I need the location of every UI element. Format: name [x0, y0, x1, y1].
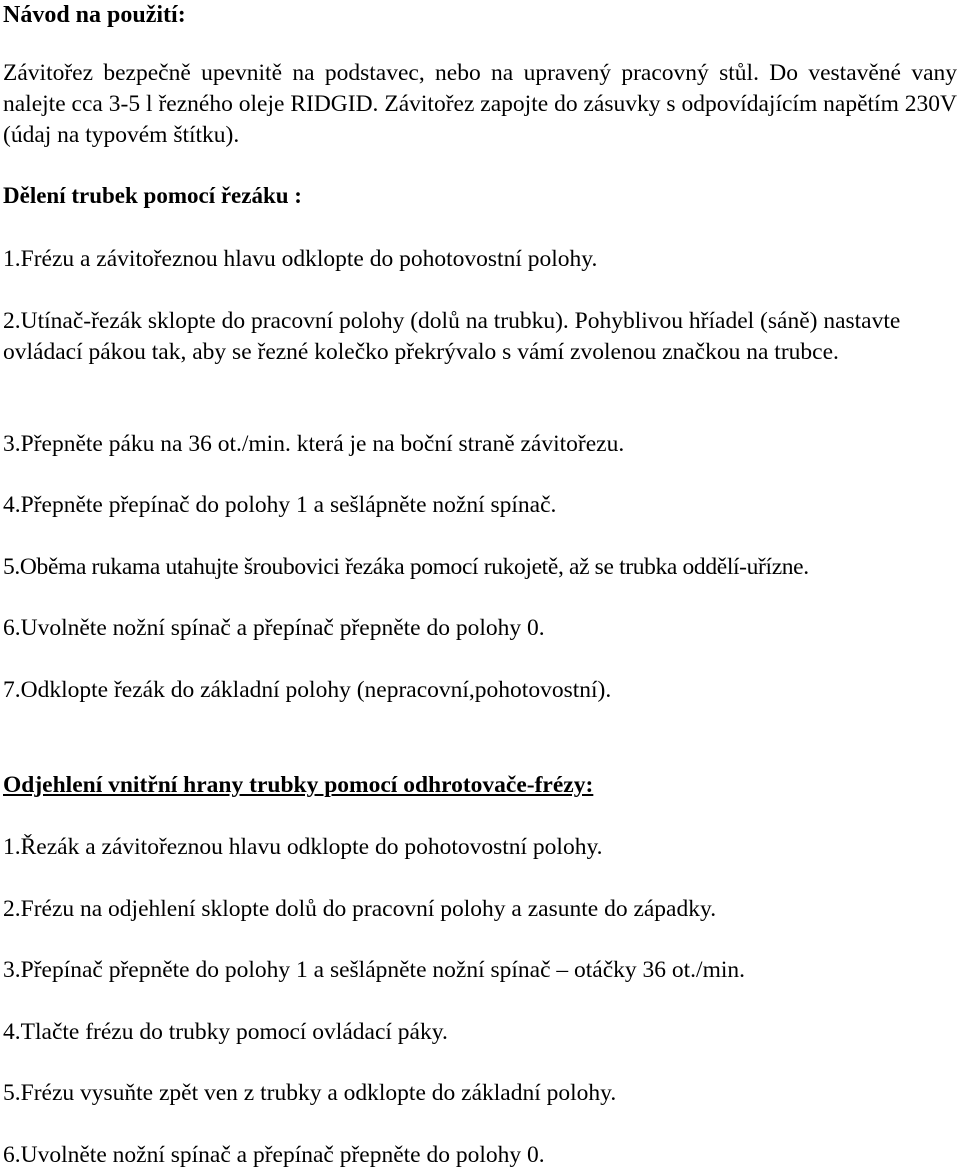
deburring-step-3: 3.Přepínač přepněte do polohy 1 a sešlápněte nožní spínač – otáčky 36 ot./min.: [3, 957, 746, 983]
cutting-step-2: 2.Utínač-řezák sklopte do pracovní polohy (dolů na trubku). Pohyblivou hříadel (sáně) nastavte ovládací pákou tak, aby se řezné kolečko překrývalo s vámí zvolenou značkou na trubce.: [3, 308, 901, 365]
cutting-step-3: 3.Přepněte páku na 36 ot./min. která je na boční straně závitořezu.: [3, 431, 625, 457]
intro-paragraph: Závitořez bezpečně upevnitě na podstavec, nebo na upravený pracovný stůl. Do vestavěné vany nalejte cca 3-5 l řezného oleje RIDGID. Závitořez zapojte do zásuvky s odpovídajícím napětím 230V (údaj na typovém štítku).: [3, 60, 957, 148]
document-title: Návod na použití:: [3, 2, 186, 28]
cutting-step-7: 7.Odklopte řezák do základní polohy (nepracovní,pohotovostní).: [3, 677, 612, 703]
cutting-step-4: 4.Přepněte přepínač do polohy 1 a sešlápněte nožní spínač.: [3, 492, 557, 518]
cutting-step-6: 6.Uvolněte nožní spínač a přepínač přepněte do polohy 0.: [3, 615, 545, 641]
deburring-step-1: 1.Řezák a závitořeznou hlavu odklopte do pohotovostní polohy.: [3, 834, 603, 860]
deburring-step-6: 6.Uvolněte nožní spínač a přepínač přepněte do polohy 0.: [3, 1142, 545, 1168]
section-heading-cutting: Dělení trubek pomocí řezáku :: [3, 183, 302, 208]
deburring-step-2: 2.Frézu na odjehlení sklopte dolů do pracovní polohy a zasunte do západky.: [3, 896, 717, 922]
cutting-step-5: 5.Oběma rukama utahujte šroubovici řezáka pomocí rukojetě, až se trubka oddělí-uřízne.: [3, 554, 809, 580]
deburring-step-5: 5.Frézu vysuňte zpět ven z trubky a odklopte do základní polohy.: [3, 1080, 617, 1106]
section-heading-deburring: Odjehlení vnitřní hrany trubky pomocí odhrotovače-frézy:: [3, 772, 594, 798]
deburring-step-4: 4.Tlačte frézu do trubky pomocí ovládací páky.: [3, 1019, 448, 1045]
cutting-step-1: 1.Frézu a závitořeznou hlavu odklopte do pohotovostní polohy.: [3, 246, 598, 272]
